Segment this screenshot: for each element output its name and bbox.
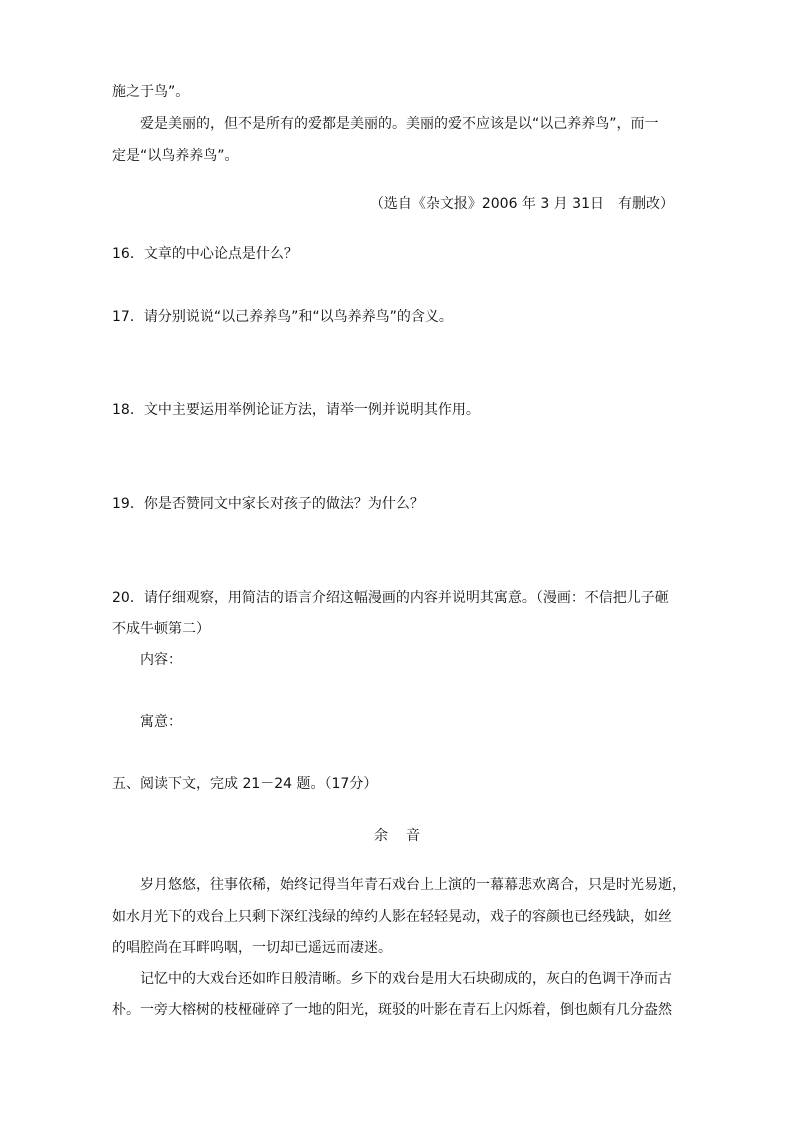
passage-end-line-2: 爱是美丽的，但不是所有的爱都是美丽的。美丽的爱不应该是以“以己养养鸟”，而一 <box>140 116 659 132</box>
paragraph-1-line-3: 的唱腔尚在耳畔呜咽，一切却已遥远而凄迷。 <box>112 940 392 956</box>
source-citation: （选自《杂文报》2006 年 3 月 31日 有删改） <box>369 196 674 212</box>
passage-title <box>0 826 794 846</box>
question-16: 16．文章的中心论点是什么？ <box>112 246 298 262</box>
question-17: 17．请分别说说“以己养养鸟”和“以鸟养养鸟”的含义。 <box>112 309 453 325</box>
passage-end-line-3: 定是“以鸟养养鸟”。 <box>112 148 239 164</box>
question-18: 18．文中主要运用举例论证方法，请举一例并说明其作用。 <box>112 402 480 418</box>
section-5-heading: 五、阅读下文，完成 21－24 题。（17分） <box>112 776 378 792</box>
passage-title-char-1: 余 <box>374 828 388 844</box>
question-19: 19．你是否赞同文中家长对孩子的做法？为什么？ <box>112 496 424 512</box>
question-20-line-1: 20．请仔细观察，用简洁的语言介绍这幅漫画的内容并说明其寓意。（漫画：不信把儿子砸 <box>112 590 669 606</box>
passage-end-line-1: 施之于鸟”。 <box>112 84 190 100</box>
paragraph-1-line-1: 岁月悠悠，往事依稀，始终记得当年青石戏台上上演的一幕幕悲欢离合，只是时光易逝， <box>140 877 686 893</box>
question-20-meaning-label: 寓意： <box>140 714 182 730</box>
paragraph-1-line-2: 如水月光下的戏台上只剩下深红浅绿的绰约人影在轻轻晃动，戏子的容颜也已经残缺，如丝 <box>112 909 672 925</box>
paragraph-2-line-1: 记忆中的大戏台还如昨日般清晰。乡下的戏台是用大石块砌成的，灰白的色调干净而古 <box>140 971 672 987</box>
question-20-content-label: 内容： <box>140 652 182 668</box>
passage-title-char-2: 音 <box>406 828 420 844</box>
paragraph-2-line-2: 朴。一旁大榕树的枝桠碰碎了一地的阳光，斑驳的叶影在青石上闪烁着，倒也颇有几分盎然 <box>112 1002 672 1018</box>
question-20-line-2: 不成牛顿第二） <box>112 621 210 637</box>
